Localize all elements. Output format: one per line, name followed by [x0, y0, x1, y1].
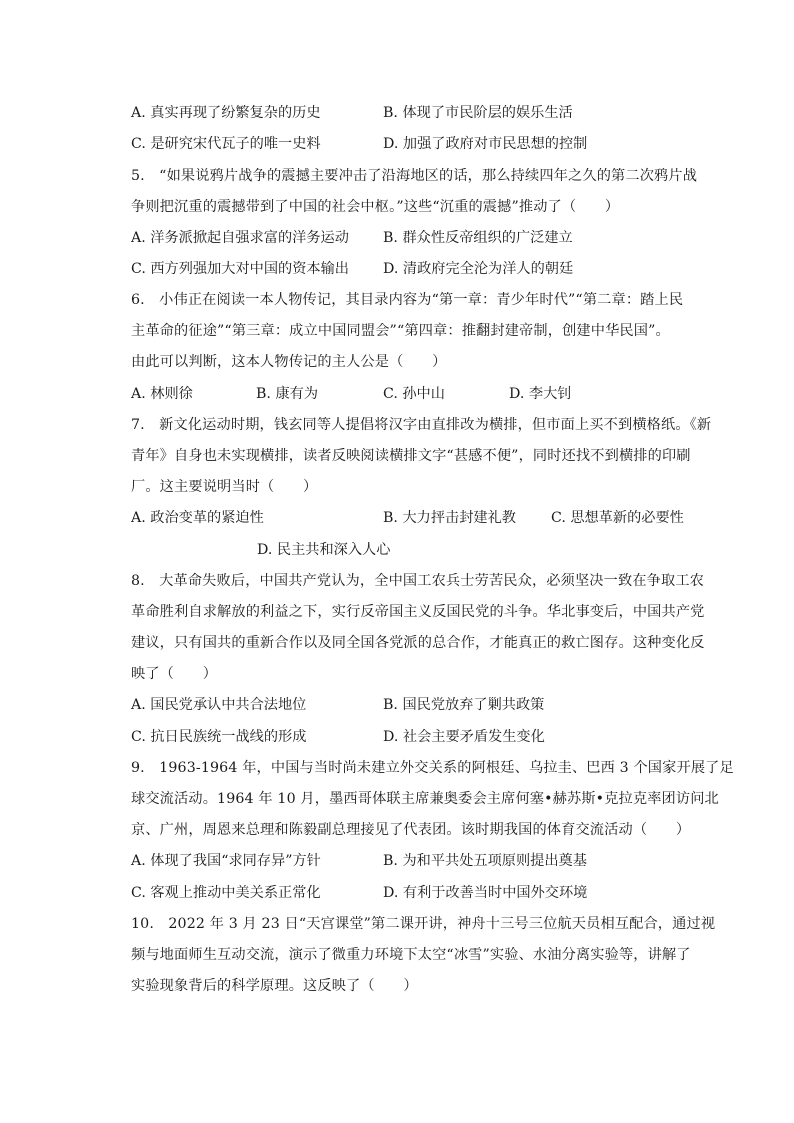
option-b: B. 大力抨击封建礼教 — [383, 510, 516, 526]
option-c: C. 思想革新的必要性 — [551, 510, 684, 526]
option-a: A. 林则徐 — [131, 386, 193, 402]
option-d: D. 加强了政府对市民思想的控制 — [383, 136, 588, 152]
option-c: C. 抗日民族统一战线的形成 — [131, 729, 307, 745]
option-a: A. 政治变革的紧迫性 — [131, 510, 264, 526]
option-a: A. 真实再现了纷繁复杂的历史 — [131, 105, 321, 121]
option-d: D. 李大钊 — [509, 386, 572, 402]
option-a: A. 洋务派掀起自强求富的洋务运动 — [131, 230, 349, 246]
question-10-text: 实验现象背后的科学原理。这反映了（ ） — [131, 978, 418, 994]
option-b: B. 为和平共处五项原则提出奠基 — [383, 853, 587, 869]
question-8-text: 8. 大革命失败后，中国共产党认为，全中国工农兵士劳苦民众，必须坚决一致在争取工农 — [131, 573, 705, 589]
question-9-text: 京、广州，周恩来总理和陈毅副总理接见了代表团。该时期我国的体育交流活动（ ） — [131, 822, 691, 838]
question-7-text: 青年》自身也未实现横排，读者反映阅读横排文字“甚感不便”，同时还找不到横排的印刷 — [131, 448, 691, 464]
question-10-text: 10. 2022 年 3 月 23 日“天宫课堂”第二课开讲，神舟十三号三位航天员相互配合，通过视 — [131, 916, 716, 932]
question-7-text: 厂。这主要说明当时（ ） — [131, 479, 318, 495]
option-d: D. 有利于改善当时中国外交环境 — [383, 885, 588, 901]
question-5-text: 争则把沉重的震撼带到了中国的社会中枢。”这些“沉重的震撼”推动了（ ） — [131, 199, 620, 215]
question-6-text: 主革命的征途”“第三章：成立中国同盟会”“第四章：推翻封建帝制，创建中华民国”。 — [131, 323, 670, 339]
option-b: B. 国民党放弃了剿共政策 — [383, 697, 545, 713]
question-9-text: 9. 1963-1964 年，中国与当时尚未建立外交关系的阿根廷、乌拉圭、巴西 3 个国家开展了足 — [131, 760, 734, 776]
option-c: C. 西方列强加大对中国的资本输出 — [131, 261, 349, 277]
question-5-text: 5. “如果说鸦片战争的震撼主要冲击了沿海地区的话，那么持续四年之久的第二次鸦片战 — [131, 168, 698, 184]
question-10-text: 频与地面师生互动交流，演示了微重力环境下太空“冰雪”实验、水油分离实验等，讲解了 — [131, 947, 691, 963]
question-8-text: 映了（ ） — [131, 666, 218, 682]
option-b: B. 群众性反帝组织的广泛建立 — [383, 230, 573, 246]
question-6-text: 6. 小伟正在阅读一本人物传记，其目录内容为“第一章：青少年时代”“第二章：踏上民 — [131, 292, 684, 308]
option-b: B. 体现了市民阶层的娱乐生活 — [383, 105, 573, 121]
option-a: A. 国民党承认中共合法地位 — [131, 697, 307, 713]
option-d: D. 清政府完全沦为洋人的朝廷 — [383, 261, 574, 277]
question-8-text: 建议，只有国共的重新合作以及同全国各党派的总合作，才能真正的救亡图存。这种变化反 — [131, 635, 705, 651]
option-c: C. 是研究宋代瓦子的唯一史料 — [131, 136, 321, 152]
question-8-text: 革命胜利自求解放的利益之下，实行反帝国主义反国民党的斗争。华北事变后，中国共产党 — [131, 604, 705, 620]
question-6-text: 由此可以判断，这本人物传记的主人公是（ ） — [131, 354, 447, 370]
question-9-text: 球交流活动。1964 年 10 月，墨西哥体联主席兼奥委会主席何塞•赫苏斯•克拉克率团访问北 — [131, 791, 719, 807]
option-b: B. 康有为 — [256, 386, 319, 402]
question-7-text: 7. 新文化运动时期，钱玄同等人提倡将汉字由直排改为横排，但市面上买不到横格纸。《新 — [131, 417, 712, 433]
option-d: D. 民主共和深入人心 — [257, 542, 391, 558]
option-c: C. 客观上推动中美关系正常化 — [131, 885, 321, 901]
option-c: C. 孙中山 — [383, 386, 445, 402]
option-d: D. 社会主要矛盾发生变化 — [383, 729, 545, 745]
option-a: A. 体现了我国“求同存异”方针 — [131, 853, 321, 869]
